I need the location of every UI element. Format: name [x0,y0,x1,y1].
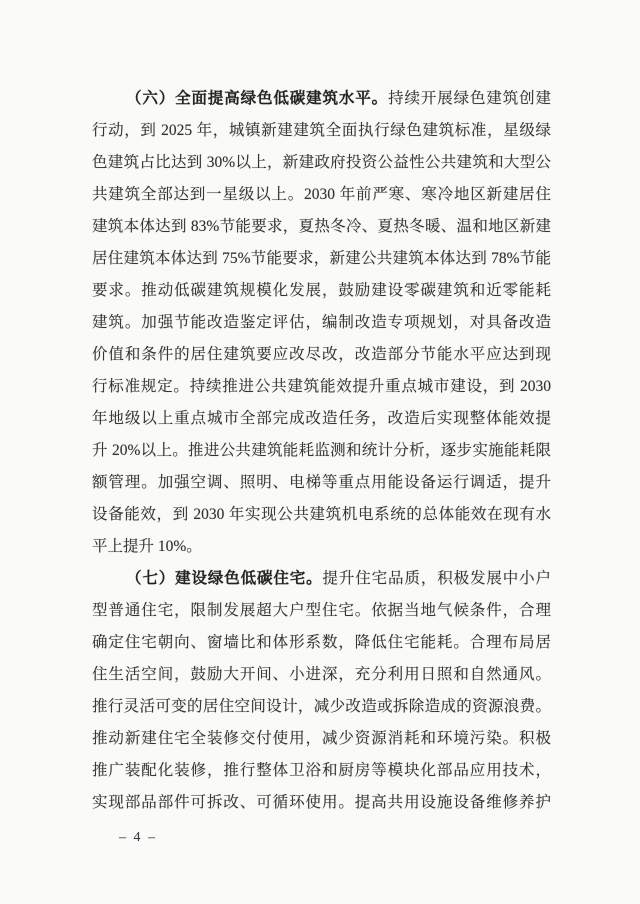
paragraph-text: 提升住宅品质，积极发展中小户 [322,570,551,587]
text-line: 价值和条件的居住建筑要应改尽改，改造部分节能水平应达到现 [92,346,551,363]
text-line [92,83,551,115]
text-line: 建筑。加强节能改造鉴定评估，编制改造专项规划，对具备改造 [92,314,551,331]
text-line: 建筑本体达到 83%节能要求，夏热冬冷、夏热冬暖、温和地区新建 [92,218,551,235]
text-line: 居住建筑本体达到 75%节能要求，新建公共建筑本体达到 78%节能 [92,250,551,267]
paragraph [92,83,551,563]
paragraph [92,563,551,819]
text-line: 行动，到 2025 年，城镇新建建筑全面执行绿色建筑标准，星级绿 [92,122,551,139]
text-line: 设备能效，到 2030 年实现公共建筑机电系统的总体能效在现有水 [92,506,551,523]
text-line [92,563,551,595]
text-line: 确定住宅朝向、窗墙比和体形系数，降低住宅能耗。合理布局居 [92,634,551,651]
page-number: – 4 – [119,830,157,845]
document-body [92,83,551,819]
text-line: 年地级以上重点城市全部完成改造任务，改造后实现整体能效提 [92,410,551,427]
text-line: 推动新建住宅全装修交付使用，减少资源消耗和环境污染。积极 [92,730,551,747]
text-line: 行标准规定。持续推进公共建筑能效提升重点城市建设，到 2030 [92,378,551,395]
text-line: 升 20%以上。推进公共建筑能耗监测和统计分析，逐步实施能耗限 [92,442,551,459]
text-line: 推广装配化装修，推行整体卫浴和厨房等模块化部品应用技术， [92,762,551,779]
paragraph-text: 持续开展绿色建筑创建 [388,90,551,107]
text-line: 型普通住宅，限制发展超大户型住宅。依据当地气候条件，合理 [92,602,551,619]
paragraph-heading: （六）全面提高绿色低碳建筑水平。 [126,90,389,107]
text-line: 额管理。加强空调、照明、电梯等重点用能设备运行调适，提升 [92,474,551,491]
text-line: 平上提升 10%。 [92,538,202,555]
text-line: 共建筑全部达到一星级以上。2030 年前严寒、寒冷地区新建居住 [92,186,551,203]
text-line: 推行灵活可变的居住空间设计，减少改造或拆除造成的资源浪费。 [92,698,551,715]
text-line: 色建筑占比达到 30%以上，新建政府投资公益性公共建筑和大型公 [92,154,551,171]
text-line: 要求。推动低碳建筑规模化发展，鼓励建设零碳建筑和近零能耗 [92,282,551,299]
paragraph-heading: （七）建设绿色低碳住宅。 [126,570,323,587]
text-line: 实现部品部件可拆改、可循环使用。提高共用设施设备维修养护 [92,794,551,811]
text-line: 住生活空间，鼓励大开间、小进深，充分利用日照和自然通风。 [92,666,551,683]
